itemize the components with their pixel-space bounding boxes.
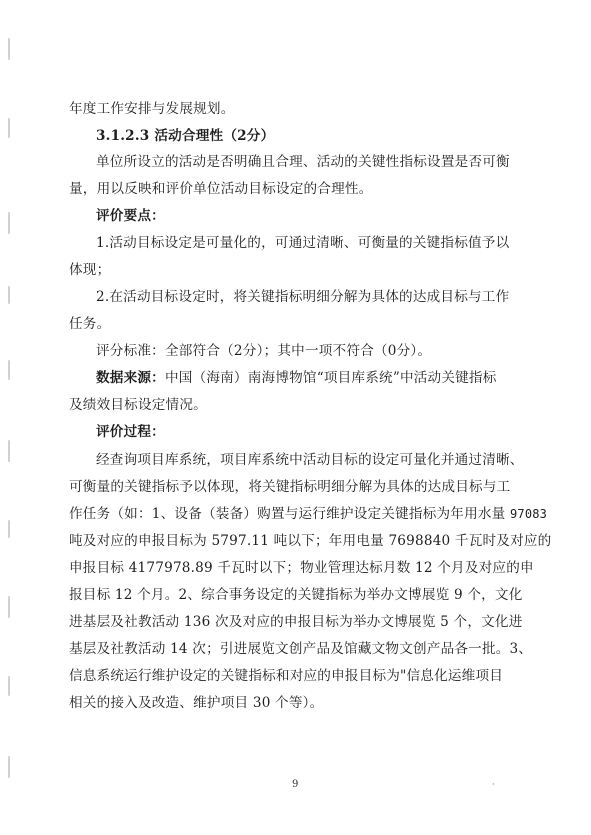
body-text-line: 可衡量的关键指标予以体现，将关键指标明细分解为具体的达成目标与工 [69,479,511,495]
body-text-line: 年度工作安排与发展规划。 [69,101,235,117]
body-text-line [69,506,547,522]
body-text-line: 体现； [69,262,111,278]
body-text-line: 2.在活动目标设定时，将关键指标明细分解为具体的达成目标与工作 [96,289,510,305]
data-source-line [96,370,497,386]
page-number: 9 [292,779,299,790]
body-text-line: 申报目标 4177978.89 千瓦时以下；物业管理达标月数 12 个月及对应的申 [69,560,534,576]
body-text-line: 量，用以反映和评价单位活动目标设定的合理性。 [69,181,373,197]
body-text-line: 及绩效目标设定情况。 [69,397,207,413]
data-source-label: 数据来源： [96,370,165,386]
scan-mark [8,520,10,538]
subheading-evaluation-process: 评价过程： [96,424,165,440]
body-text-line: 相关的接入及改造、维护项目 30 个等）。 [69,695,324,711]
body-text-line: 进基层及社教活动 136 次及对应的申报目标为举办文博展览 5 个，文化进 [69,614,523,630]
scan-mark [8,676,10,696]
section-heading: 3.1.2.3 活动合理性（2分） [96,128,275,144]
body-text-line: 吨及对应的申报目标为 5797.11 吨以下；年用电量 7698840 千瓦时及对应的 [69,533,552,549]
scan-mark [8,118,10,138]
body-text-line: 单位所设立的活动是否明确且合理、活动的关键性指标设置是否可衡 [96,154,510,170]
body-text-segment: 作任务（如：1、设备（装备）购置与运行维护设定关键指标为年用水量 [69,506,510,522]
subheading-evaluation-points: 评价要点： [96,208,165,224]
body-text-line: 任务。 [69,316,111,332]
water-usage-value: 97083 [509,507,548,521]
data-source-text: 中国（海南）南海博物馆“项目库系统”中活动关键指标 [164,370,497,386]
scan-mark [8,360,10,380]
scoring-standard: 评分标准：全部符合（2分）；其中一项不符合（0分）。 [96,343,432,359]
scan-mark [8,212,10,234]
body-text-line: 经查询项目库系统，项目库系统中活动目标的设定可量化并通过清晰、 [96,452,524,468]
body-text-line: 报目标 12 个月。2、综合事务设定的关键指标为举办文博展览 9 个，文化 [69,587,523,603]
scan-mark [8,596,10,618]
body-text-line: 基层及社教活动 14 次；引进展览文创产品及馆藏文物文创产品各一批。3、 [69,641,533,657]
scan-mark [8,38,10,60]
scan-mark [8,440,10,462]
footer-mark: · [492,780,495,789]
scan-mark [8,756,10,778]
body-text-line: 信息系统运行维护设定的关键指标和对应的申报目标为"信息化运维项目 [69,668,504,684]
scan-mark [8,286,10,304]
body-text-line: 1.活动目标设定是可量化的，可通过清晰、可衡量的关键指标值予以 [96,235,510,251]
